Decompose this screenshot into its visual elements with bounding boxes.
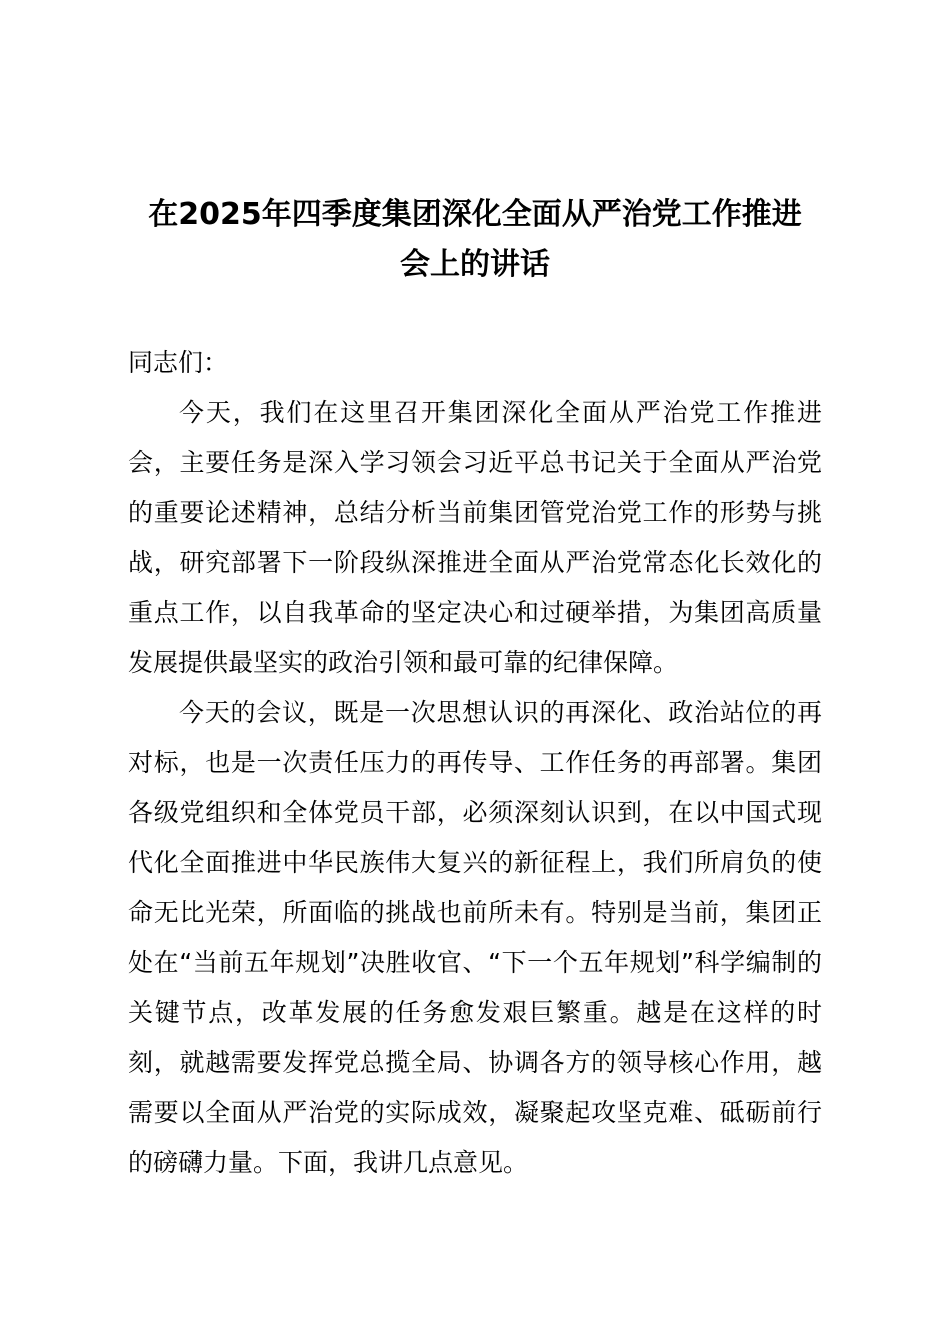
salutation: 同志们： — [128, 348, 229, 377]
paragraph-line: 处在“当前五年规划”决胜收官、“下一个五年规划”科学编制的 — [128, 948, 822, 977]
paragraph-line: 命无比光荣，所面临的挑战也前所未有。特别是当前，集团正 — [128, 898, 822, 927]
paragraph-line: 各级党组织和全体党员干部，必须深刻认识到，在以中国式现 — [128, 798, 822, 827]
title-line: 会上的讲话 — [400, 247, 550, 282]
paragraph — [128, 388, 822, 688]
paragraph-line: 代化全面推进中华民族伟大复兴的新征程上，我们所肩负的使 — [128, 848, 822, 877]
document-body — [128, 338, 822, 1188]
paragraph-line: 对标，也是一次责任压力的再传导、工作任务的再部署。集团 — [128, 748, 822, 777]
document-title — [0, 190, 950, 290]
paragraph-line: 的磅礴力量。下面，我讲几点意见。 — [128, 1148, 529, 1177]
paragraph — [128, 688, 822, 1188]
paragraph-line: 战，研究部署下一阶段纵深推进全面从严治党常态化长效化的 — [128, 548, 822, 577]
paragraph-line: 重点工作，以自我革命的坚定决心和过硬举措，为集团高质量 — [128, 598, 822, 627]
paragraph-line: 发展提供最坚实的政治引领和最可靠的纪律保障。 — [128, 648, 679, 677]
paragraph-line: 今天的会议，既是一次思想认识的再深化、政治站位的再 — [179, 698, 822, 727]
paragraph-line: 的重要论述精神，总结分析当前集团管党治党工作的形势与挑 — [128, 498, 822, 527]
paragraph-line: 需要以全面从严治党的实际成效，凝聚起攻坚克难、砥砺前行 — [128, 1098, 822, 1127]
paragraph-line: 刻，就越需要发挥党总揽全局、协调各方的领导核心作用，越 — [128, 1048, 822, 1077]
title-line: 在2025年四季度集团深化全面从严治党工作推进 — [148, 197, 802, 232]
paragraph-line: 关键节点，改革发展的任务愈发艰巨繁重。越是在这样的时 — [128, 998, 822, 1027]
paragraph-line: 今天，我们在这里召开集团深化全面从严治党工作推进 — [179, 398, 822, 427]
paragraph-line: 会，主要任务是深入学习领会习近平总书记关于全面从严治党 — [128, 448, 822, 477]
